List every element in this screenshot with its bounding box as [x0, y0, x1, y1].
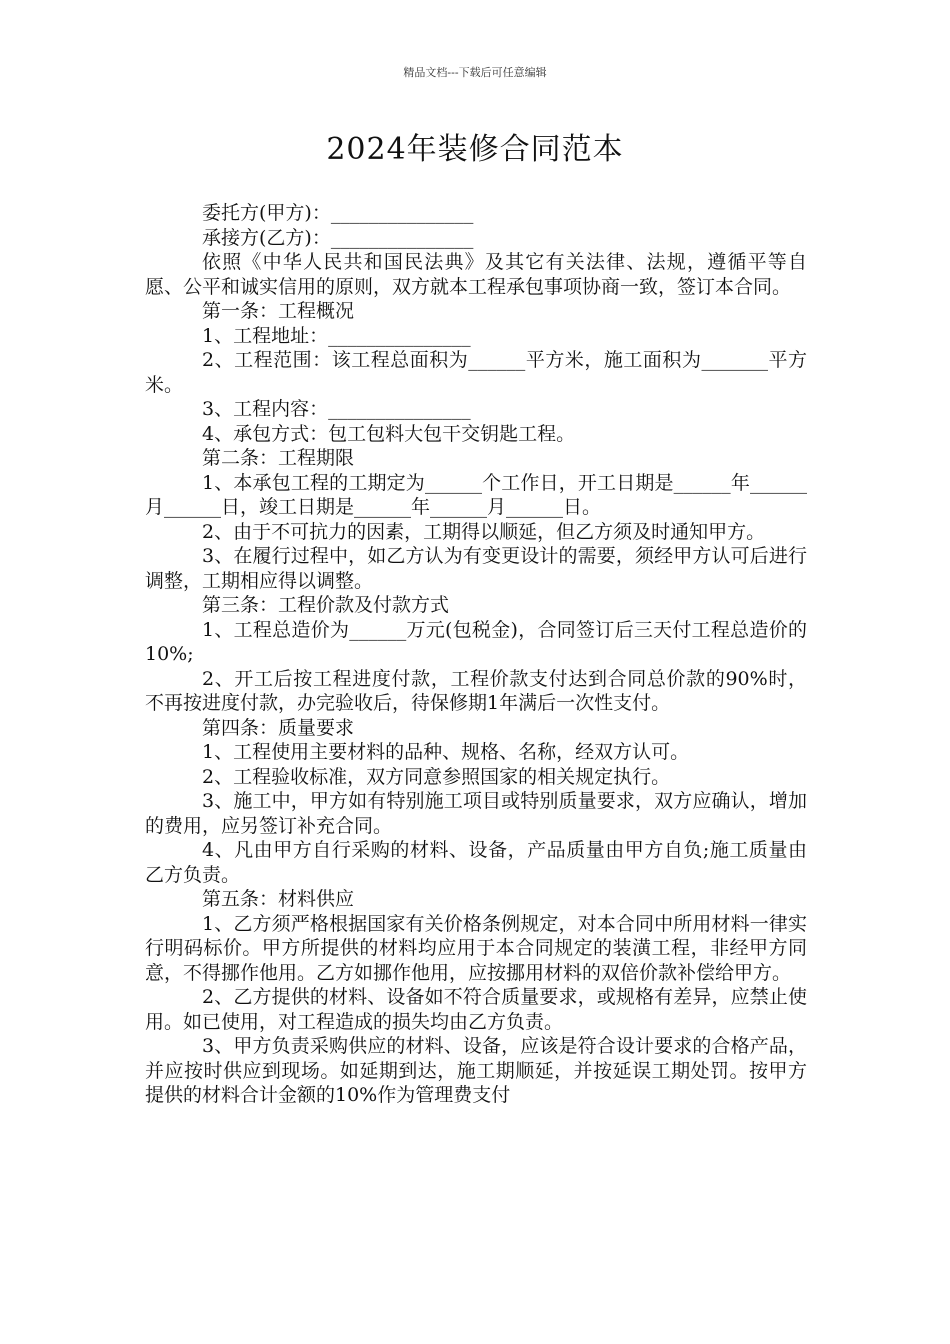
article-4-item-3: 3、施工中，甲方如有特别施工项目或特别质量要求，双方应确认，增加的费用，应另签订补充合同。	[145, 790, 807, 837]
article-2-item-1: 1、本承包工程的工期定为______个工作日，开工日期是______年______月______日，竣工日期是______年______月______日。	[145, 471, 807, 518]
article-5-item-2: 2、乙方提供的材料、设备如不符合质量要求，或规格有差异，应禁止使用。如已使用，对工程造成的损失均由乙方负责。	[145, 986, 807, 1033]
preamble-paragraph: 依照《中华人民共和国民法典》及其它有关法律、法规，遵循平等自愿、公平和诚实信用的原则，双方就本工程承包事项协商一致，签订本合同。	[145, 251, 807, 298]
article-1-item-2: 2、工程范围：该工程总面积为______平方米，施工面积为_______平方米。	[145, 349, 807, 396]
article-3-heading: 第三条：工程价款及付款方式	[202, 594, 450, 616]
article-5-item-3: 3、甲方负责采购供应的材料、设备，应该是符合设计要求的合格产品，并应按时供应到现场。如延期到达，施工期顺延，并按延误工期处罚。按甲方提供的材料合计金额的10%作为管理费支付	[145, 1035, 807, 1106]
party-a-line: 委托方(甲方)：_______________	[202, 202, 474, 224]
article-1-item-4: 4、承包方式：包工包料大包干交钥匙工程。	[202, 422, 576, 445]
article-5-heading: 第五条：材料供应	[202, 888, 355, 910]
article-1-item-1: 1、工程地址：_______________	[202, 324, 471, 347]
article-1-item-3: 3、工程内容：_______________	[202, 398, 471, 420]
article-3-item-1: 1、工程总造价为______万元(包税金)，合同签订后三天付工程总造价的10%;	[145, 618, 807, 665]
article-1-heading: 第一条：工程概况	[202, 300, 355, 322]
article-4-item-4: 4、凡由甲方自行采购的材料、设备，产品质量由甲方自负;施工质量由乙方负责。	[145, 839, 807, 886]
document-body	[145, 201, 807, 1108]
article-2-heading: 第二条：工程期限	[202, 447, 355, 469]
party-b-line: 承接方(乙方)：_______________	[202, 226, 474, 249]
article-4-item-1: 1、工程使用主要材料的品种、规格、名称，经双方认可。	[202, 741, 690, 763]
article-3-item-2: 2、开工后按工程进度付款，工程价款支付达到合同总价款的90%时，不再按进度付款，办完验收后，待保修期1年满后一次性支付。	[145, 667, 807, 714]
article-2-item-2: 2、由于不可抗力的因素，工期得以顺延，但乙方须及时通知甲方。	[202, 520, 766, 543]
article-5-item-1: 1、乙方须严格根据国家有关价格条例规定，对本合同中所用材料一律实行明码标价。甲方所提供的材料均应用于本合同规定的装潢工程，非经甲方同意，不得挪作他用。乙方如挪作他用，应按挪用材料的双倍价款补偿给甲方。	[145, 912, 807, 984]
article-4-heading: 第四条：质量要求	[202, 716, 355, 739]
document-title: 2024年装修合同范本	[326, 132, 624, 167]
page-header-note: 精品文档---下载后可任意编辑	[403, 66, 547, 79]
article-4-item-2: 2、工程验收标准，双方同意参照国家的相关规定执行。	[202, 765, 671, 788]
article-2-item-3: 3、在履行过程中，如乙方认为有变更设计的需要，须经甲方认可后进行调整，工期相应得以调整。	[145, 545, 807, 592]
